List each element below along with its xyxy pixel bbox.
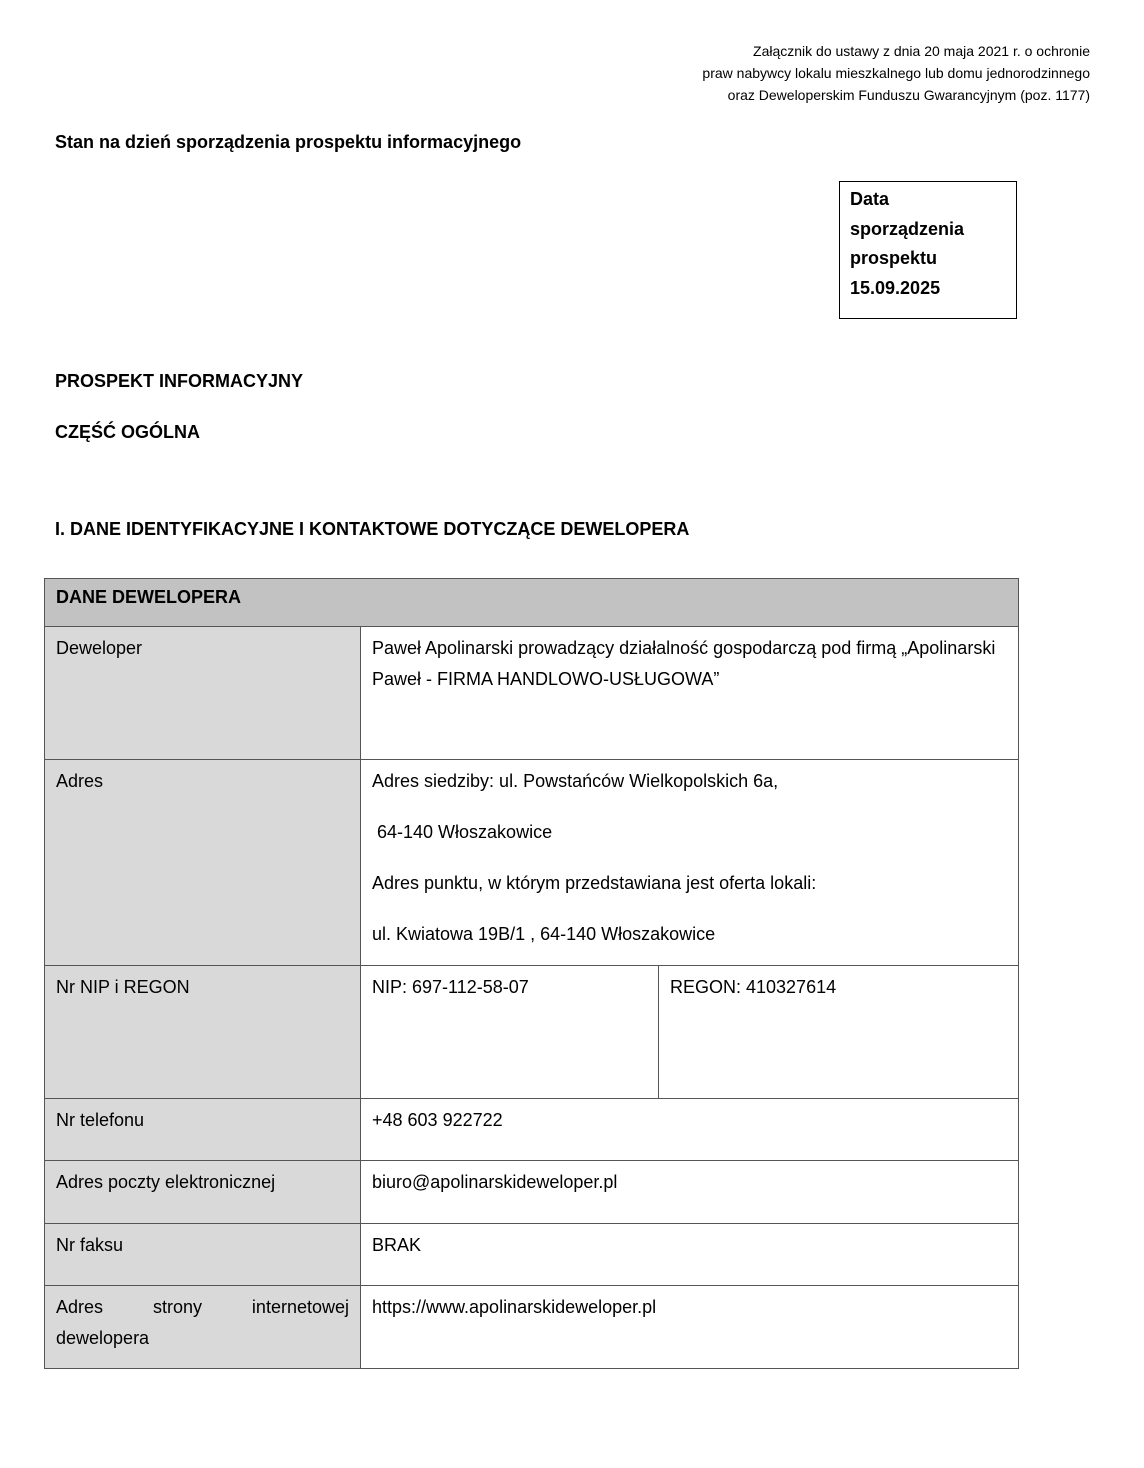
value-developer: Paweł Apolinarski prowadzący działalność gospodarczą pod firmą „Apolinarski Paweł - FIRMA HANDLOWO-USŁUGOWA” (361, 627, 1019, 760)
label-address: Adres (45, 760, 361, 966)
attachment-note (702, 40, 1090, 106)
section-title: I. DANE IDENTYFIKACYJNE I KONTAKTOWE DOTYCZĄCE DEWELOPERA (55, 519, 690, 539)
table-header: DANE DEWELOPERA (45, 579, 1019, 627)
label-website-line: dewelopera (56, 1328, 150, 1348)
value-regon: REGON: 410327614 (659, 966, 1019, 1099)
label-developer: Deweloper (45, 627, 361, 760)
table-row-email (45, 1161, 1019, 1224)
address-line: ul. Kwiatowa 19B/1 , 64-140 Włoszakowice (372, 924, 716, 944)
value-email: biuro@apolinarskideweloper.pl (361, 1161, 1019, 1224)
document-subtitle: CZĘŚĆ OGÓLNA (55, 422, 201, 442)
date-box-date: 15.09.2025 (850, 277, 941, 298)
table-row-fax (45, 1224, 1019, 1286)
attachment-note-line: praw nabywcy lokalu mieszkalnego lub domu jednorodzinnego (702, 65, 1090, 81)
document-title: PROSPEKT INFORMACYJNY (55, 371, 304, 391)
value-nip: NIP: 697-112-58-07 (361, 966, 659, 1099)
label-website (45, 1286, 361, 1369)
attachment-note-line: Załącznik do ustawy z dnia 20 maja 2021 r. o ochronie (753, 43, 1090, 59)
date-box-label-3: prospektu (850, 248, 938, 268)
value-phone: +48 603 922722 (361, 1099, 1019, 1161)
label-website-line: Adres strony internetowej (56, 1297, 349, 1317)
label-phone: Nr telefonu (45, 1099, 361, 1161)
table-header-row (45, 579, 1019, 627)
label-fax: Nr faksu (45, 1224, 361, 1286)
address-line: 64-140 Włoszakowice (372, 822, 553, 842)
date-box-label-2: sporządzenia (850, 218, 965, 239)
table-row-address (45, 760, 1019, 966)
table-row-nip-regon (45, 966, 1019, 1099)
label-email: Adres poczty elektronicznej (45, 1161, 361, 1224)
value-website: https://www.apolinarskideweloper.pl (361, 1286, 1019, 1369)
state-line: Stan na dzień sporządzenia prospektu informacyjnego (55, 132, 522, 152)
attachment-note-line: oraz Deweloperskim Funduszu Gwarancyjnym (poz. 1177) (727, 87, 1090, 103)
table-row-developer (45, 627, 1019, 760)
date-box-label-1: Data (850, 189, 890, 209)
table-row-website (45, 1286, 1019, 1369)
value-address (361, 760, 1019, 966)
date-box (839, 181, 1017, 319)
value-fax: BRAK (361, 1224, 1019, 1286)
address-line: Adres siedziby: ul. Powstańców Wielkopolskich 6a, (372, 771, 779, 791)
developer-data-table (44, 578, 1019, 1369)
address-line: Adres punktu, w którym przedstawiana jest oferta lokali: (372, 873, 817, 893)
table-row-phone (45, 1099, 1019, 1161)
label-nip-regon: Nr NIP i REGON (45, 966, 361, 1099)
